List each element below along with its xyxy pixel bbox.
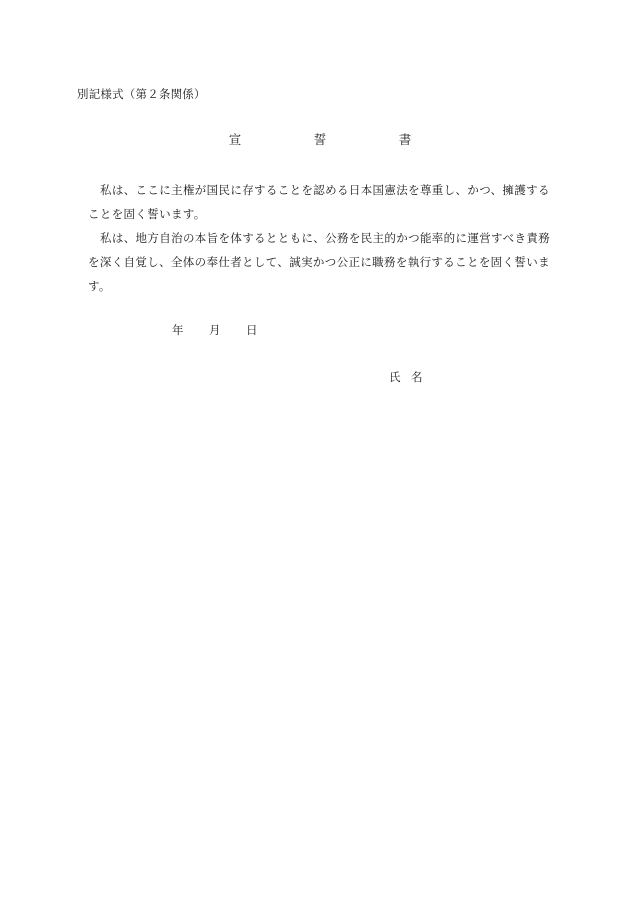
title-char-1: 宣 — [228, 132, 242, 147]
document-title — [200, 130, 440, 148]
oath-paragraph-1: 私は、ここに主権が国民に存することを認める日本国憲法を尊重し、かつ、擁護することを固く誓います。 — [88, 183, 550, 221]
oath-body — [88, 178, 558, 298]
title-char-2: 誓 — [313, 132, 327, 147]
date-month-label: 月 — [209, 323, 221, 337]
name-label-char-1: 氏 — [389, 370, 401, 384]
date-line — [172, 322, 266, 338]
form-reference: 別記様式（第２条関係） — [77, 87, 206, 101]
date-day-label: 日 — [246, 323, 258, 337]
name-label-char-2: 名 — [411, 370, 423, 384]
title-char-3: 書 — [398, 132, 412, 147]
date-year-label: 年 — [172, 323, 184, 337]
name-line — [389, 369, 433, 385]
oath-paragraph-2: 私は、地方自治の本旨を体するとともに、公務を民主的かつ能率的に運営すべき責務を深く自覚し、全体の奉仕者として、誠実かつ公正に職務を執行することを固く誓います。 — [88, 231, 551, 293]
